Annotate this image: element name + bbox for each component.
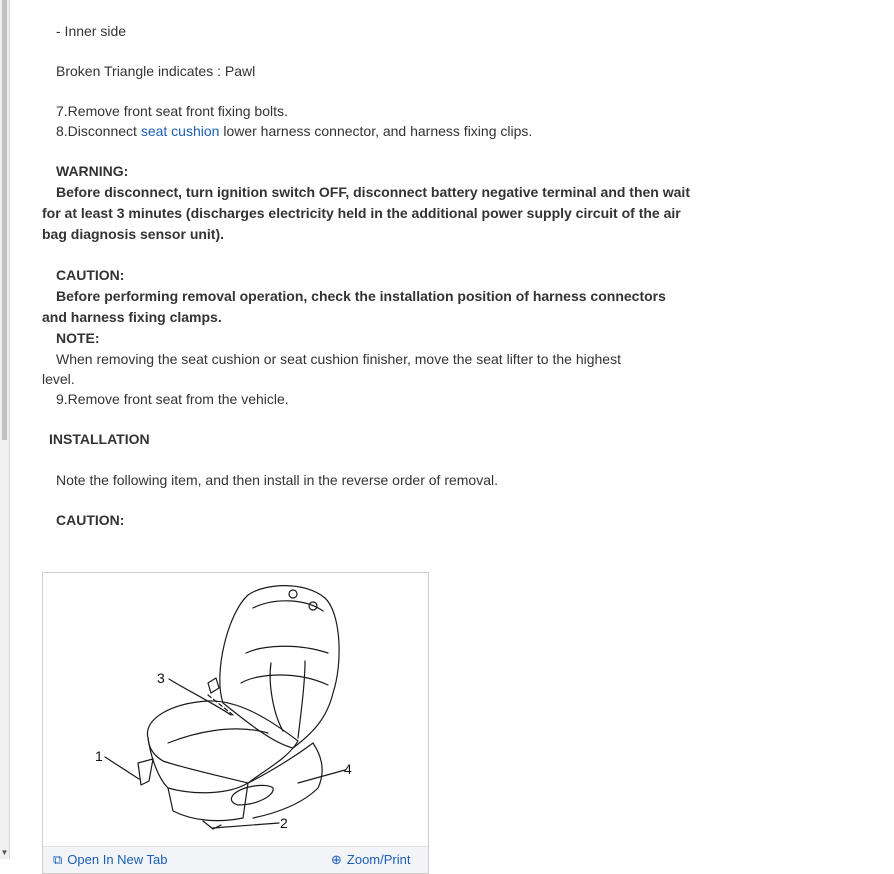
headrest-button-1 (289, 590, 297, 598)
caution-heading: CAUTION: (56, 267, 125, 283)
note-line-1: When removing the seat cushion or seat cushion finisher, move the seat lifter to the highest (56, 351, 621, 367)
step-7-text: 7.Remove front seat front fixing bolts. (56, 103, 288, 119)
broken-triangle-text: Broken Triangle indicates : Pawl (56, 63, 256, 79)
seat-cushion-front (148, 738, 248, 793)
caution-line-1: Before performing removal operation, check the installation position of harness connectors (56, 288, 666, 304)
seat-side-trim (248, 743, 322, 818)
installation-caution-heading: CAUTION: (56, 512, 125, 528)
warning-line-3: bag diagnosis sensor unit). (42, 226, 225, 242)
side-bracket (208, 678, 219, 693)
inner-side-text: - Inner side (56, 23, 127, 39)
callout-4: 4 (344, 761, 352, 777)
seat-cushion-link[interactable]: seat cushion (140, 123, 220, 139)
leader-line-2 (213, 823, 279, 828)
warning-heading: WARNING: (56, 163, 129, 179)
callout-2: 2 (280, 815, 288, 831)
seat-back-stitch-2 (298, 661, 305, 738)
new-tab-icon: ⧉ (53, 852, 63, 867)
caution-line-2: and harness fixing clamps. (42, 309, 222, 325)
seat-leg-front (138, 759, 153, 785)
step-8-suffix: lower harness connector, and harness fixing clips. (219, 123, 533, 139)
warning-line-2: for at least 3 minutes (discharges electricity held in the additional power supply circuit of the air (42, 205, 681, 221)
open-in-new-tab-link[interactable] (53, 852, 168, 868)
installation-text: Note the following item, and then install in the reverse order of removal. (56, 472, 499, 488)
note-line-2: level. (42, 371, 75, 387)
seat-back-seam-1 (246, 646, 328, 653)
zoom-icon: ⊕ (331, 852, 342, 867)
open-in-new-tab-label: Open In New Tab (67, 852, 168, 867)
zoom-print-label: Zoom/Print (346, 852, 411, 867)
callout-3: 3 (157, 670, 165, 686)
zoom-print-link[interactable] (331, 852, 410, 868)
leader-line-3-dashed (208, 695, 233, 715)
callout-1: 1 (95, 748, 103, 764)
seat-back-stitch-1 (270, 663, 283, 731)
step-8-text (56, 121, 532, 142)
seat-illustration (43, 573, 428, 846)
seat-cushion-seam (168, 729, 268, 743)
seat-figure (42, 572, 429, 874)
figure-toolbar (43, 846, 428, 874)
leader-line-1 (105, 757, 139, 779)
installation-heading: INSTALLATION (49, 431, 150, 447)
seat-back-seam-2 (241, 675, 328, 685)
step-8-prefix: 8.Disconnect (56, 123, 141, 139)
step-9-text: 9.Remove front seat from the vehicle. (56, 391, 289, 407)
warning-line-1: Before disconnect, turn ignition switch OFF, disconnect battery negative terminal and then wait (56, 184, 690, 200)
vertical-scrollbar[interactable] (0, 0, 10, 859)
scroll-down-arrow-icon[interactable]: ▼ (0, 848, 9, 857)
note-heading: NOTE: (56, 330, 100, 346)
scrollbar-thumb[interactable] (2, 0, 7, 440)
